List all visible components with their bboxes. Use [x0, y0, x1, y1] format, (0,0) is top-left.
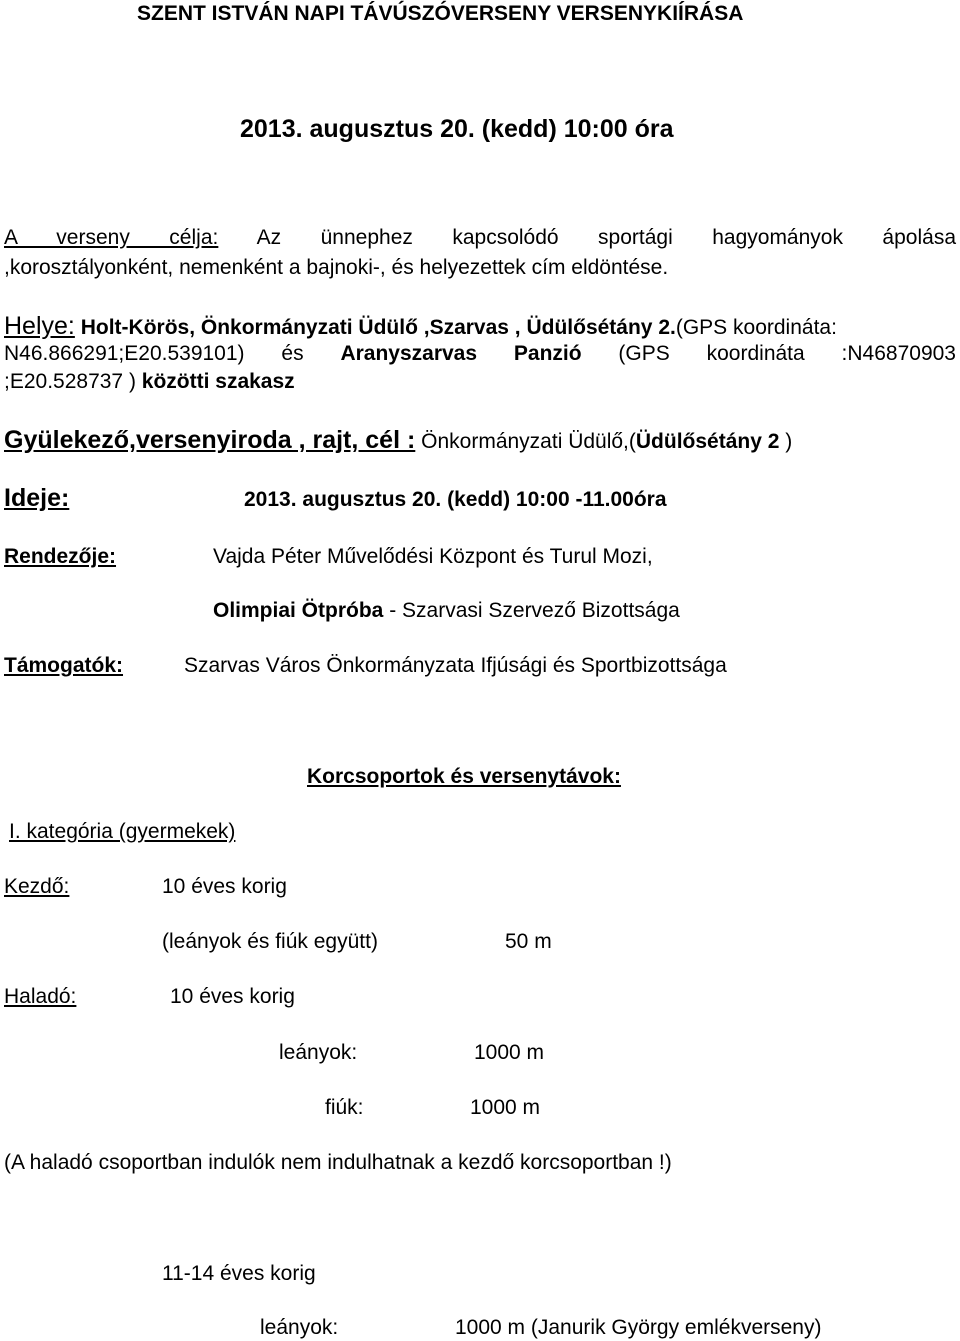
category2-age: 11-14 éves korig — [162, 1262, 316, 1285]
place-line-2 — [4, 342, 956, 366]
place-panzio: Aranyszarvas Panzió — [340, 342, 582, 365]
advanced-age: 10 éves korig — [170, 985, 295, 1008]
place-bold: Holt-Körös, Önkormányzati Üdülő ,Szarvas , Üdülősétány 2. — [80, 316, 676, 339]
meeting-bold: Üdülősétány 2 — [635, 430, 780, 453]
organizer-label: Rendezője: — [4, 545, 117, 568]
advanced-boys-label: fiúk: — [325, 1096, 364, 1119]
goal-text-1: Az ünnephez kapcsolódó sportági hagyományok ápolása — [256, 226, 956, 249]
advanced-boys-distance: 1000 m — [470, 1096, 541, 1119]
place-section: közötti szakasz — [141, 370, 295, 393]
organizer-line-2 — [213, 599, 680, 623]
sponsors-value: Szarvas Város Önkormányzata Ifjúsági és Sportbizottsága — [184, 654, 727, 677]
place-label: Helye: — [4, 312, 75, 340]
date-heading: 2013. augusztus 20. (kedd) 10:00 óra — [240, 115, 674, 143]
advanced-girls-label: leányok: — [279, 1041, 358, 1064]
goal-label: A verseny célja: — [4, 226, 219, 249]
beginner-distance: 50 m — [505, 930, 552, 953]
category2-girls-distance: 1000 m (Janurik György emlékverseny) — [455, 1316, 822, 1339]
beginner-age: 10 éves korig — [162, 875, 287, 898]
place-gps-label: (GPS koordináta: — [675, 316, 837, 339]
groups-heading: Korcsoportok és versenytávok: — [307, 765, 621, 788]
place-gps-3: ;E20.528737 ) — [4, 370, 136, 393]
advanced-label: Haladó: — [4, 985, 77, 1008]
organizer-line-1: Vajda Péter Művelődési Központ és Turul Mozi, — [213, 545, 653, 568]
meeting-end: ) — [779, 430, 793, 453]
sponsors-label: Támogatók: — [4, 654, 124, 677]
beginner-note: (leányok és fiúk együtt) — [162, 930, 378, 953]
time-label: Ideje: — [4, 484, 70, 512]
advanced-girls-distance: 1000 m — [474, 1041, 545, 1064]
goal-text-2: ,korosztályonként, nemenként a bajnoki-, és helyezettek cím eldöntése. — [4, 256, 669, 279]
place-gps-1: N46.866291;E20.539101) és — [4, 342, 304, 365]
goal-line-1 — [4, 226, 956, 250]
place-line-1 — [4, 312, 837, 341]
category2-girls-label: leányok: — [260, 1316, 339, 1339]
organizer-committee: - Szarvasi Szervező Bizottsága — [383, 599, 680, 622]
time-value: 2013. augusztus 20. (kedd) 10:00 -11.00óra — [244, 488, 667, 511]
meeting-label: Gyülekező,versenyiroda , rajt, cél : — [4, 426, 416, 454]
organizer-olimpiai: Olimpiai Ötpróba — [213, 599, 384, 622]
meeting-line — [4, 426, 792, 455]
advanced-note: (A haladó csoportban indulók nem indulhatnak a kezdő korcsoportban !) — [4, 1151, 672, 1174]
place-line-3 — [4, 370, 295, 394]
beginner-label: Kezdő: — [4, 875, 70, 898]
document-title: SZENT ISTVÁN NAPI TÁVÚSZÓVERSENY VERSENYKIÍRÁSA — [137, 2, 744, 25]
place-gps-2: (GPS koordináta :N46870903 — [618, 342, 956, 365]
category1-title: I. kategória (gyermekek) — [9, 820, 236, 843]
meeting-text: Önkormányzati Üdülő,( — [421, 430, 636, 453]
